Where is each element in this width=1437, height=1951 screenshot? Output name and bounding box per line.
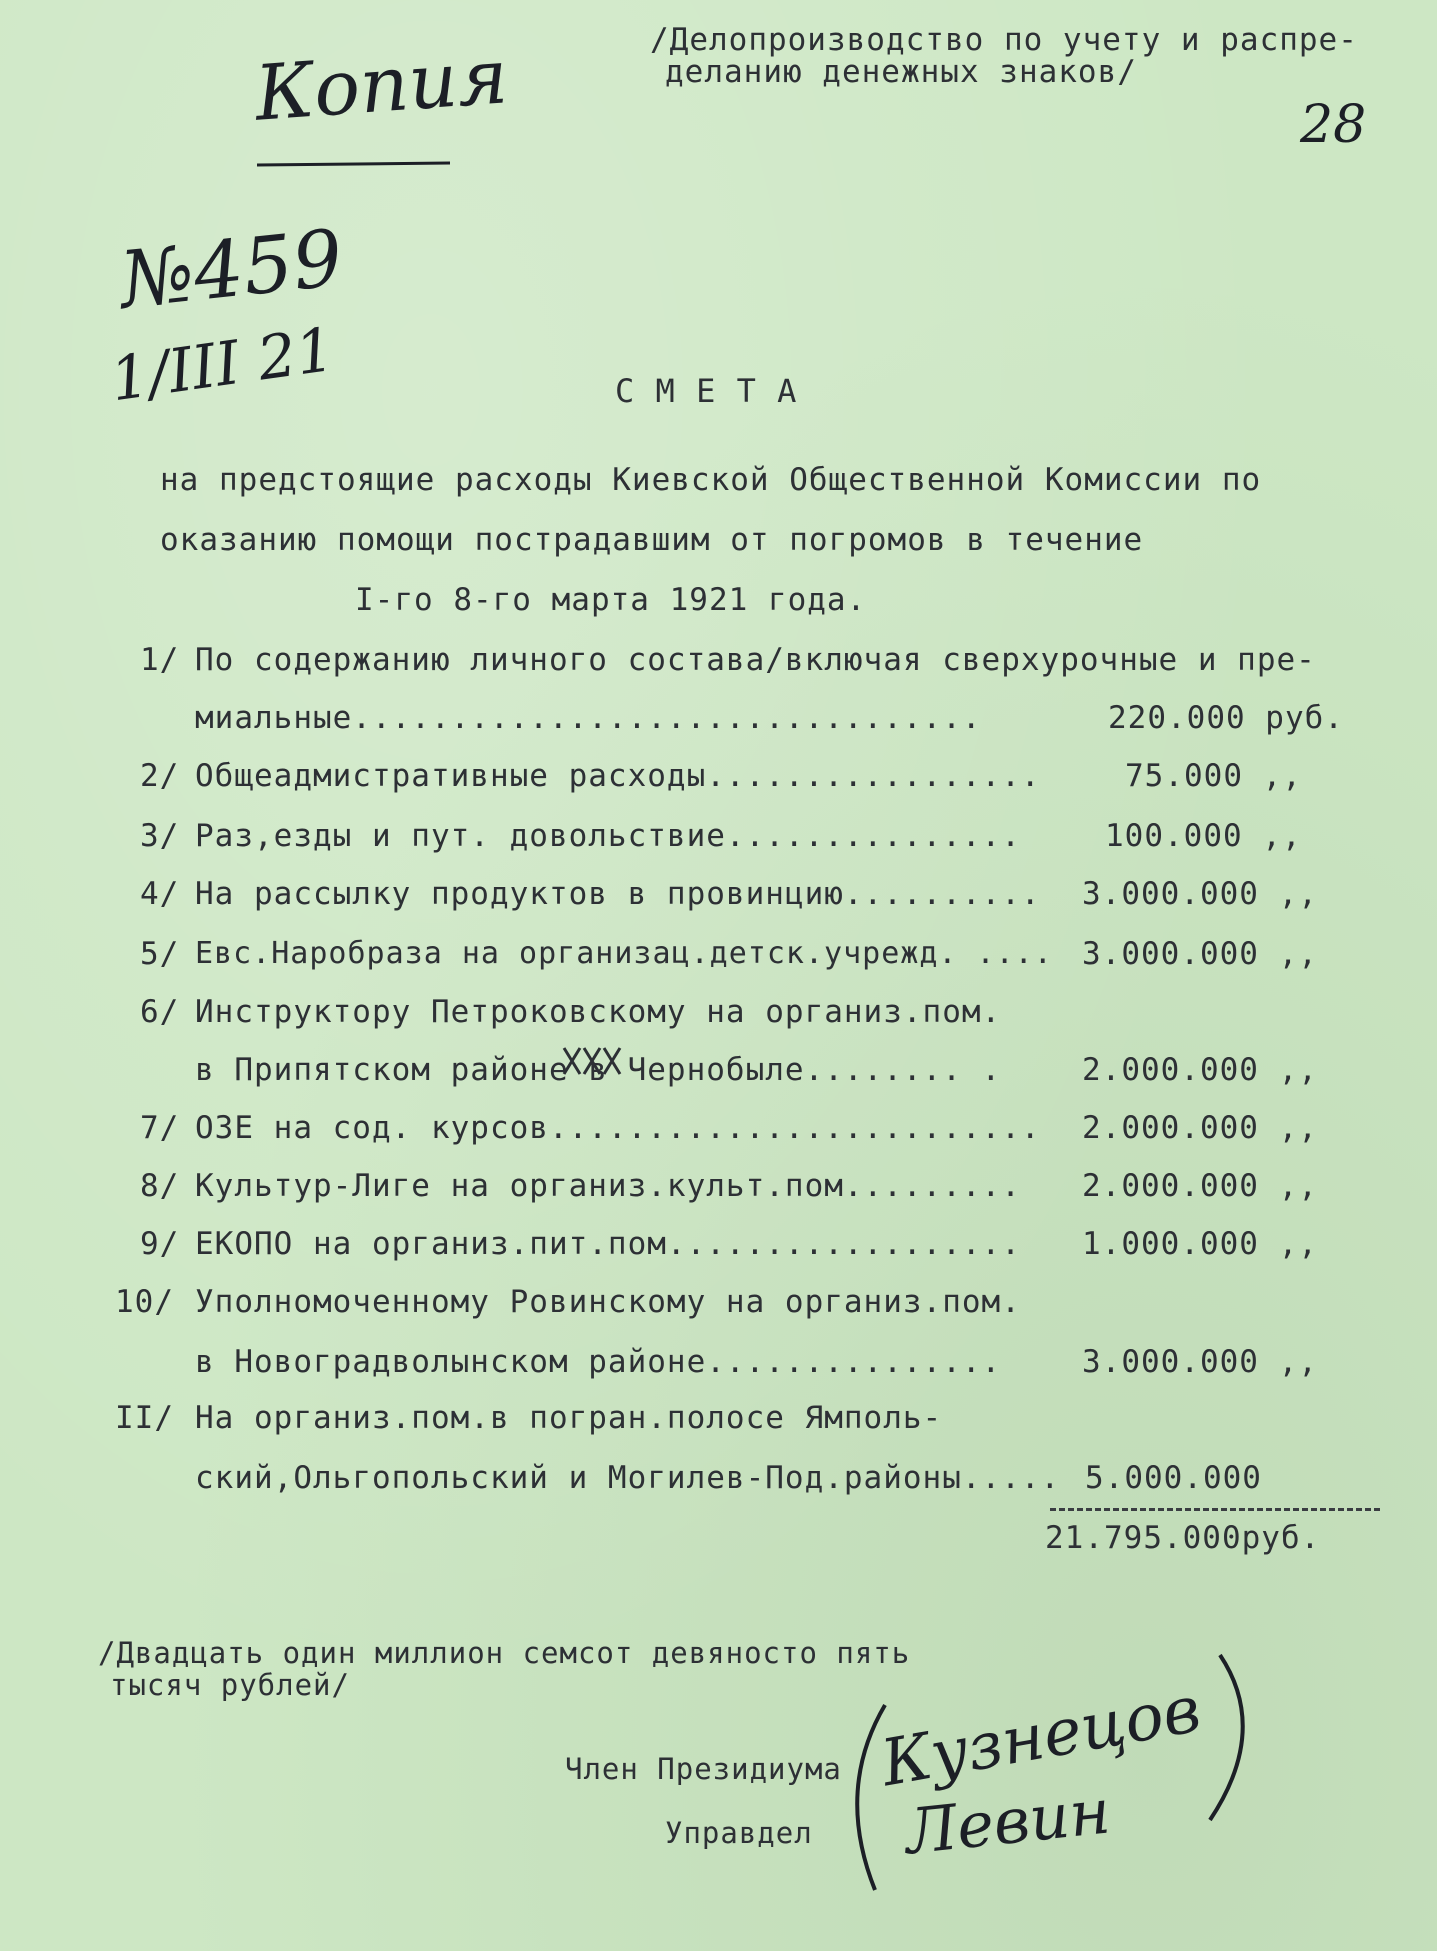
item-description: Евс.Наробраза на организац.детск.учрежд. .... [195, 936, 1053, 971]
item-amount: 2.000.000 ,, [1082, 1168, 1318, 1204]
item-number: 1/ [140, 642, 180, 678]
signature-bracket-close [1200, 1650, 1260, 1850]
item-number: II/ [115, 1400, 174, 1436]
signature-handwritten-1: Кузнецов [876, 1672, 1207, 1802]
item-number: 10/ [115, 1284, 174, 1320]
item-description-cont: миальные................................ [195, 700, 982, 736]
subtitle-line3: I-го 8-го марта 1921 года. [355, 582, 867, 618]
document-date-handwritten: 1/III 21 [106, 314, 339, 416]
document-number-handwritten: №459 [115, 213, 347, 327]
signature-title-presidium: Член Президиума [565, 1752, 842, 1786]
page-number-handwritten: 28 [1300, 95, 1367, 155]
item-number: 5/ [140, 936, 180, 972]
item-description: Инструктору Петроковскому на организ.пом. [195, 994, 1002, 1030]
total-amount: 21.795.000руб. [1045, 1520, 1321, 1556]
item-number: 3/ [140, 818, 180, 854]
item-description: ЕКОПО на организ.пит.пом.................. [195, 1226, 1021, 1262]
item-description-cont: ский,Ольгопольский и Могилев-Под.районы..... [195, 1460, 1080, 1496]
item-number: 6/ [140, 994, 180, 1030]
header-department-line1: /Делопроизводство по учету и распре- [650, 22, 1358, 58]
item-amount: 220.000 руб. [1108, 700, 1344, 736]
total-in-words-line1: /Двадцать один миллион семсот девяносто пять [98, 1636, 911, 1670]
subtitle-line2: оказанию помощи пострадавшим от погромов в течение [160, 522, 1144, 558]
signature-handwritten-2: Левин [901, 1774, 1114, 1869]
item-description: По содержанию личного состава/включая сверхурочные и пре- [195, 642, 1316, 678]
item-amount: 3.000.000 ,, [1082, 1344, 1318, 1380]
item-description-cont: в Новоградволынском районе............... [195, 1344, 1002, 1380]
item-amount: 1.000.000 ,, [1082, 1226, 1318, 1262]
header-department-line2: деланию денежных знаков/ [665, 54, 1137, 90]
signature-title-manager: Управдел [665, 1816, 813, 1850]
total-in-words-line2: тысяч рублей/ [110, 1668, 350, 1702]
item-amount: 3.000.000 ,, [1082, 936, 1318, 972]
subtitle-line1: на предстоящие расходы Киевской Общественной Комиссии по [160, 462, 1262, 498]
item-description: Раз,езды и пут. довольствие............... [195, 818, 1021, 854]
strikeout-mark [560, 1040, 640, 1080]
item-amount: 75.000 ,, [1125, 758, 1302, 794]
item-number: 9/ [140, 1226, 180, 1262]
item-amount: 100.000 ,, [1105, 818, 1302, 854]
item-description: На организ.пом.в погран.полосе Ямполь- [195, 1400, 943, 1436]
item-description: Культур-Лиге на организ.культ.пом......... [195, 1168, 1021, 1204]
item-amount: 5.000.000 [1085, 1460, 1262, 1496]
item-number: 4/ [140, 876, 180, 912]
item-number: 7/ [140, 1110, 180, 1146]
document-title: С М Е Т А [615, 372, 798, 410]
copy-mark-underline [255, 160, 455, 170]
total-divider [1050, 1508, 1380, 1511]
item-description: На рассылку продуктов в провинцию.......... [195, 876, 1041, 912]
item-amount: 3.000.000 ,, [1082, 876, 1318, 912]
item-amount: 2.000.000 ,, [1082, 1052, 1318, 1088]
item-description: Уполномоченному Ровинскому на организ.пом. [195, 1284, 1021, 1320]
item-number: 2/ [140, 758, 180, 794]
item-description-cont: в Припятском районе в Чернобыле........ . [195, 1052, 1002, 1088]
item-description: ОЗЕ на сод. курсов......................... [195, 1110, 1041, 1146]
item-description: Общеадмистративные расходы................. [195, 758, 1041, 794]
item-number: 8/ [140, 1168, 180, 1204]
copy-mark-handwritten: Копия [252, 31, 511, 138]
item-amount: 2.000.000 ,, [1082, 1110, 1318, 1146]
